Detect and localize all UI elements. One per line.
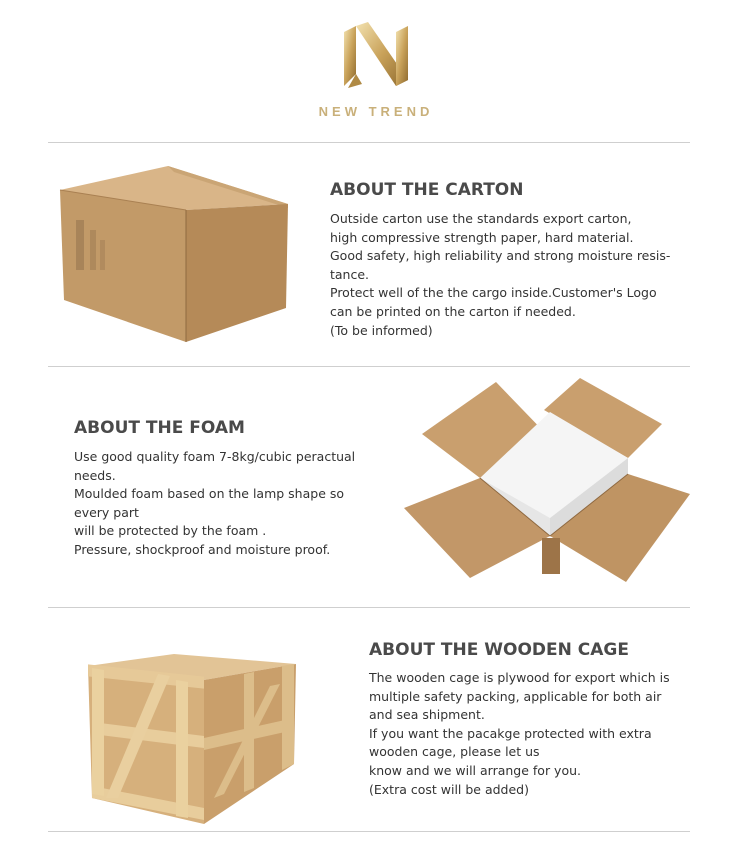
carton-line: high compressive strength paper, hard material. <box>330 229 634 245</box>
carton-title: ABOUT THE CARTON <box>330 180 524 200</box>
divider <box>48 366 690 367</box>
foam-title: ABOUT THE FOAM <box>74 418 245 438</box>
foam-line: every part <box>74 504 139 520</box>
carton-line: Outside carton use the standards export carton, <box>330 211 632 226</box>
foam-line: Pressure, shockproof and moisture proof. <box>74 541 331 557</box>
cage-line: wooden cage, please let us <box>369 744 540 760</box>
wooden-crate-image <box>84 648 304 828</box>
new-trend-logo-icon <box>296 18 456 102</box>
cage-line: know and we will arrange for you. <box>369 762 581 778</box>
cage-line: The wooden cage is plywood for export which is <box>369 670 670 685</box>
carton-description <box>330 210 670 340</box>
divider <box>48 831 690 832</box>
divider <box>48 607 690 608</box>
carton-line: (To be informed) <box>330 322 433 338</box>
carton-line: tance. <box>330 266 370 282</box>
cage-line: (Extra cost will be added) <box>369 781 529 797</box>
cage-line: multiple safety packing, applicable for both air <box>369 688 662 704</box>
foam-line: will be protected by the foam . <box>74 523 267 539</box>
cage-line: If you want the pacakge protected with extra <box>369 725 652 741</box>
carton-box-image <box>56 160 296 350</box>
brand-logo <box>296 18 456 122</box>
brand-name: NEW TREND <box>318 104 434 119</box>
foam-line: needs. <box>74 467 116 483</box>
divider <box>48 142 690 143</box>
open-box-foam-image <box>400 378 700 598</box>
cage-description <box>369 669 670 799</box>
cage-title: ABOUT THE WOODEN CAGE <box>369 640 629 660</box>
carton-line: Good safety, high reliability and strong moisture resis- <box>330 248 671 264</box>
cage-line: and sea shipment. <box>369 707 485 723</box>
foam-description <box>74 448 355 560</box>
foam-line: Moulded foam based on the lamp shape so <box>74 486 345 502</box>
carton-line: Protect well of the the cargo inside.Customer's Logo <box>330 285 657 301</box>
foam-line: Use good quality foam 7-8kg/cubic peractual <box>74 449 356 464</box>
carton-line: can be printed on the carton if needed. <box>330 303 576 319</box>
